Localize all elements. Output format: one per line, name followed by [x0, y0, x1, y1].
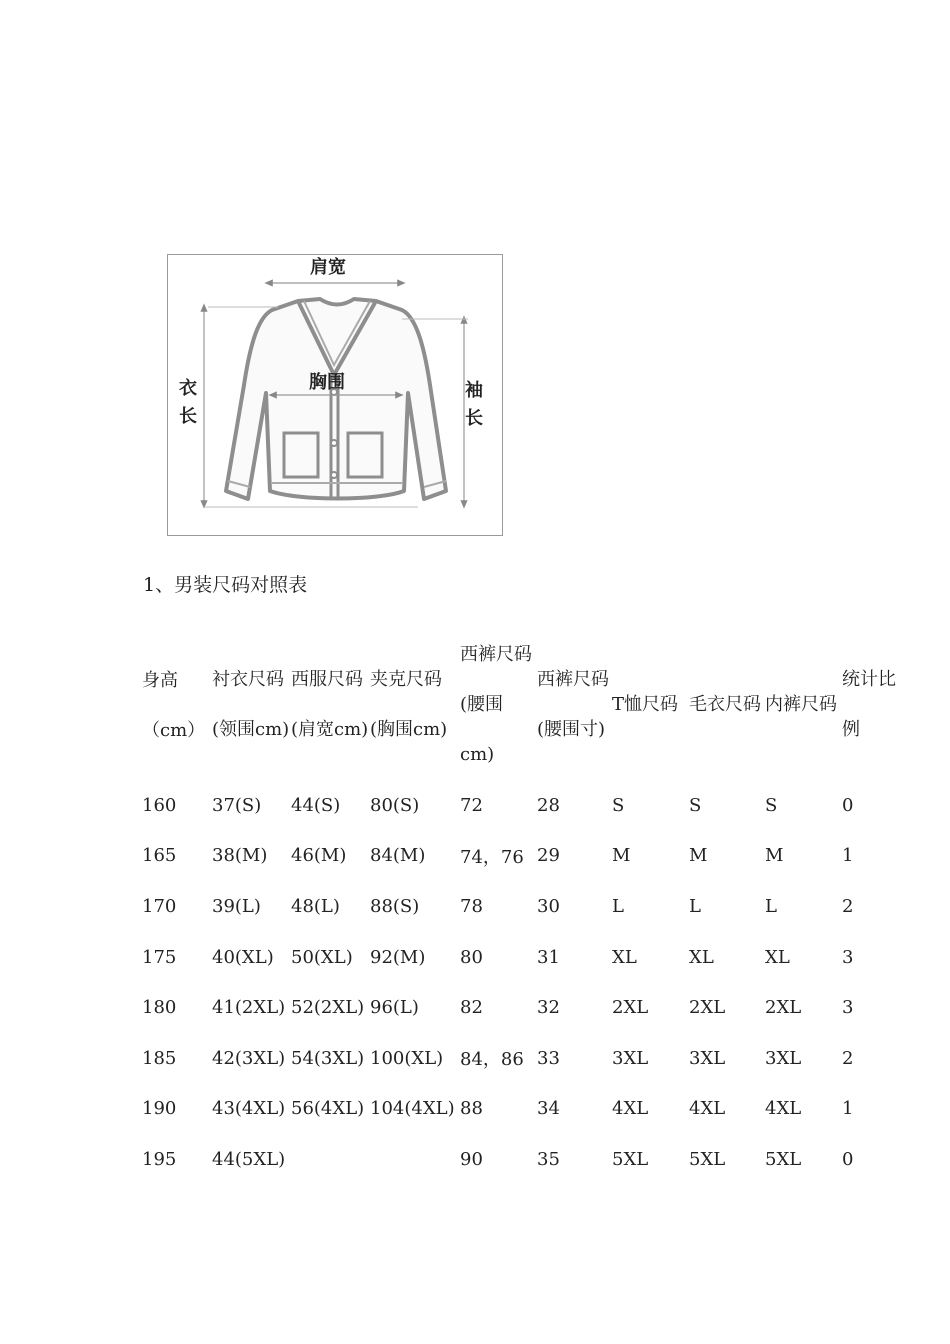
header-shirt-size: 衬衣尺码(领围cm)	[212, 669, 290, 740]
cell-shirt: 39(L)	[212, 895, 261, 917]
cell-trouser-inch: 31	[537, 946, 560, 968]
cell-jacket: 84(M)	[370, 845, 426, 867]
length-label: 衣 长	[179, 378, 197, 427]
header-tshirt-size: T恤尺码	[612, 694, 679, 715]
cell-sweater: 4XL	[689, 1098, 726, 1120]
cell-ratio: 2	[842, 895, 854, 917]
cell-height: 160	[142, 794, 177, 816]
header-suit-size: 西服尺码(肩宽cm)	[291, 669, 369, 740]
cell-sweater: 5XL	[689, 1148, 726, 1170]
section-title: 1、男装尺码对照表	[143, 574, 308, 596]
cell-trouser-cm: 80	[460, 946, 483, 968]
cell-height: 195	[142, 1148, 177, 1170]
header-trouser-waist-inch: 西裤尺码(腰围寸)	[537, 669, 609, 740]
cell-jacket: 100(XL)	[370, 1047, 444, 1069]
cell-trouser-cm: 90	[460, 1148, 483, 1170]
cell-tshirt: S	[612, 794, 625, 816]
cell-tshirt: 3XL	[612, 1047, 649, 1069]
cell-shirt: 40(XL)	[212, 946, 274, 968]
cell-underwear: 3XL	[765, 1047, 802, 1069]
cell-jacket: 96(L)	[370, 997, 419, 1019]
cell-trouser-cm: 88	[460, 1098, 483, 1120]
cell-shirt: 44(5XL)	[212, 1148, 286, 1170]
cell-underwear: 5XL	[765, 1148, 802, 1170]
header-height: 身高（cm）	[142, 670, 206, 741]
cell-shirt: 42(3XL)	[212, 1047, 286, 1069]
cell-jacket: 88(S)	[370, 895, 420, 917]
sweater-measurement-figure	[167, 254, 503, 536]
shoulder-width-label: 肩宽	[310, 257, 346, 278]
cell-trouser-inch: 35	[537, 1148, 560, 1170]
cell-trouser-cm: 74，76	[460, 846, 524, 868]
cell-underwear: S	[765, 794, 778, 816]
header-jacket-size: 夹克尺码(胸围cm)	[370, 669, 448, 740]
cell-suit: 44(S)	[291, 794, 341, 816]
cell-underwear: 2XL	[765, 997, 802, 1019]
cell-suit: 54(3XL)	[291, 1047, 365, 1069]
cell-trouser-inch: 28	[537, 794, 560, 816]
cell-trouser-cm: 84，86	[460, 1049, 524, 1071]
table-row	[142, 1134, 912, 1185]
table-row	[142, 831, 912, 882]
cell-shirt: 38(M)	[212, 845, 268, 867]
cell-trouser-inch: 34	[537, 1098, 560, 1120]
cell-height: 165	[142, 845, 177, 867]
sweater-illustration	[168, 255, 504, 537]
cell-suit: 46(M)	[291, 845, 347, 867]
cell-height: 170	[142, 895, 177, 917]
table-row	[142, 780, 912, 831]
table-row	[142, 982, 912, 1033]
cell-sweater: S	[689, 794, 702, 816]
cell-ratio: 3	[842, 946, 854, 968]
table-header-row	[142, 630, 912, 780]
cell-height: 180	[142, 997, 177, 1019]
table-row	[142, 1084, 912, 1135]
cell-jacket: 92(M)	[370, 946, 426, 968]
cell-ratio: 3	[842, 997, 854, 1019]
cell-suit	[291, 1134, 370, 1185]
cell-sweater: 3XL	[689, 1047, 726, 1069]
sleeve-length-label: 袖 长	[465, 380, 483, 429]
cell-trouser-inch: 32	[537, 997, 560, 1019]
cell-trouser-cm: 72	[460, 794, 483, 816]
cell-tshirt: 4XL	[612, 1098, 649, 1120]
cell-height: 175	[142, 946, 177, 968]
cell-trouser-inch: 30	[537, 895, 560, 917]
cell-ratio: 2	[842, 1047, 854, 1069]
cell-height: 185	[142, 1047, 177, 1069]
table-row	[142, 1033, 912, 1084]
cell-height: 190	[142, 1098, 177, 1120]
table-row	[142, 881, 912, 932]
cell-trouser-cm: 78	[460, 895, 483, 917]
header-stat-ratio: 统计比例	[842, 669, 896, 740]
cell-trouser-cm: 82	[460, 997, 483, 1019]
cell-jacket: 104(4XL)	[370, 1098, 455, 1120]
cell-sweater: 2XL	[689, 997, 726, 1019]
cell-shirt: 43(4XL)	[212, 1098, 286, 1120]
cell-tshirt: M	[612, 845, 631, 867]
cell-trouser-inch: 29	[537, 845, 560, 867]
header-underwear-size: 内裤尺码	[765, 694, 837, 715]
cell-tshirt: 2XL	[612, 997, 649, 1019]
cell-ratio: 1	[842, 1098, 854, 1120]
cell-ratio: 1	[842, 845, 854, 867]
cell-sweater: M	[689, 845, 708, 867]
cell-sweater: L	[689, 895, 701, 917]
cell-underwear: XL	[765, 946, 790, 968]
size-chart-table	[142, 630, 912, 1185]
cell-tshirt: L	[612, 895, 624, 917]
cell-jacket	[370, 1134, 460, 1185]
cell-tshirt: XL	[612, 946, 637, 968]
cell-suit: 52(2XL)	[291, 997, 365, 1019]
cell-sweater: XL	[689, 946, 714, 968]
cell-underwear: L	[765, 895, 777, 917]
cell-shirt: 37(S)	[212, 794, 262, 816]
cell-tshirt: 5XL	[612, 1148, 649, 1170]
cell-jacket: 80(S)	[370, 794, 420, 816]
cell-underwear: 4XL	[765, 1098, 802, 1120]
cell-suit: 50(XL)	[291, 946, 353, 968]
header-trouser-waist-cm: 西裤尺码(腰围cm)	[460, 644, 532, 765]
cell-trouser-inch: 33	[537, 1047, 560, 1069]
cell-underwear: M	[765, 845, 784, 867]
cell-shirt: 41(2XL)	[212, 997, 286, 1019]
cell-ratio: 0	[842, 1148, 854, 1170]
cell-suit: 48(L)	[291, 895, 340, 917]
cell-suit: 56(4XL)	[291, 1098, 365, 1120]
chest-label: 胸围	[309, 372, 345, 393]
cell-ratio: 0	[842, 794, 854, 816]
header-sweater-size: 毛衣尺码	[689, 694, 761, 715]
table-row	[142, 932, 912, 983]
